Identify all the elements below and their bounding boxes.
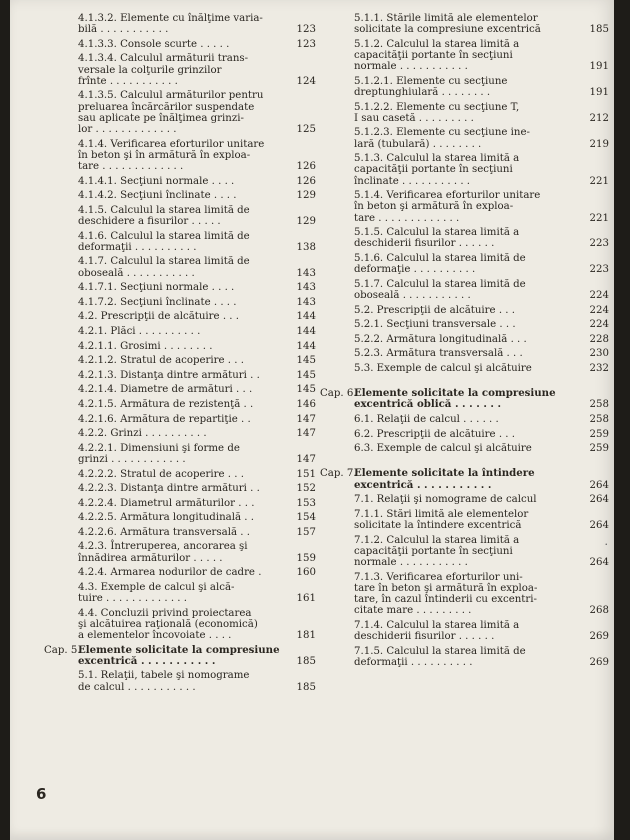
toc-entry-text: excentrică . . . . . . . . . . . xyxy=(354,478,492,491)
toc-entry-text: capacităţii portante în secţiuni xyxy=(354,50,513,61)
toc-entry xyxy=(354,319,609,330)
toc-page-number: 185 xyxy=(296,655,316,667)
toc-entry-text: frînte . . . . . . . . . . . xyxy=(78,75,178,87)
toc-entry-text: 4.2.1.1. Grosimi . . . . . . . . xyxy=(78,340,213,352)
toc-page-number: 126 xyxy=(296,161,316,172)
toc-entry-text: 4.1.4.1. Secţiuni normale . . . . xyxy=(78,175,235,187)
toc-entry-text: 7.1.5. Calculul la starea limită de xyxy=(354,645,526,657)
toc-entry-text: 4.2.2.5. Armătura longitudinală . . xyxy=(78,512,255,524)
toc-page-number: 232 xyxy=(589,362,609,374)
toc-page-number: 264 xyxy=(589,479,609,491)
toc-entry-text: 5.2.2. Armătura longitudinală . . . xyxy=(354,333,527,345)
toc-page-number: 181 xyxy=(296,630,316,642)
toc-entry xyxy=(354,414,609,425)
toc-entry-text: 7.1. Relaţii şi nomograme de calcul xyxy=(354,494,537,506)
toc-page-number: 224 xyxy=(589,289,609,301)
toc-page-number: 159 xyxy=(296,552,316,564)
toc-entry-text: de calcul . . . . . . . . . . . xyxy=(78,681,196,693)
toc-entry xyxy=(78,311,316,322)
toc-entry-text: 4.2.3. Întreruperea, ancorarea şi xyxy=(78,541,248,553)
toc-page-number: 269 xyxy=(589,630,609,642)
page-number: 6 xyxy=(36,785,47,803)
toc-entry-text: 4.2.1.2. Stratul de acoperire . . . xyxy=(78,355,244,367)
toc-entry-text: 5.2. Prescripţii de alcătuire . . . xyxy=(354,304,516,316)
toc-entry-text: 7.1.2. Calculul la starea limită a xyxy=(354,534,520,546)
toc-page-number: 230 xyxy=(589,348,609,360)
toc-entry xyxy=(78,190,316,201)
toc-entry-text: 5.1.7. Calculul la starea limită de xyxy=(354,278,526,290)
toc-entry-text: Elemente solicitate la compresiune xyxy=(354,387,556,400)
toc-entry-text: 5.2.3. Armătura transversală . . . xyxy=(354,348,523,360)
toc-entry-text: 4.1.3.4. Calculul armăturii trans- xyxy=(78,53,249,65)
toc-entry-text: 4.1.4.2. Secţiuni înclinate . . . . xyxy=(78,190,237,202)
toc-page-number: 223 xyxy=(589,264,609,276)
toc-entry-text: 4.2.2. Grinzi . . . . . . . . . . xyxy=(78,428,207,440)
toc-entry-text: normale . . . . . . . . . . . xyxy=(354,556,468,568)
toc-entry xyxy=(78,139,316,173)
toc-entry xyxy=(78,498,316,509)
toc-entry-text: tare în beton şi armătură în exploa- xyxy=(354,582,538,594)
toc-page-number: 228 xyxy=(589,333,609,345)
chapter-label: Cap. 6. xyxy=(320,388,357,400)
toc-entry xyxy=(78,13,316,35)
toc-entry-text: oboseală . . . . . . . . . . . xyxy=(78,267,195,279)
toc-entry-text: 4.2.2.2. Stratul de acoperire . . . xyxy=(78,468,244,480)
toc-page-number: 221 xyxy=(589,212,609,224)
toc-chapter xyxy=(320,387,609,411)
toc-entry xyxy=(354,646,609,668)
toc-page-number: 123 xyxy=(296,38,316,50)
toc-entry xyxy=(78,567,316,578)
toc-entry xyxy=(78,483,316,494)
toc-page-number: 223 xyxy=(589,238,609,250)
toc-entry-text: 4.2.2.4. Diametrul armăturilor . . . xyxy=(78,497,255,509)
toc-entry-text: tuire . . . . . . . . . . . . . xyxy=(78,593,188,605)
toc-page-number: 144 xyxy=(296,340,316,352)
toc-right-column xyxy=(320,13,609,671)
toc-entry-text: înclinate . . . . . . . . . . . xyxy=(354,175,471,187)
chapter-label: Cap. 5. xyxy=(44,644,81,656)
toc-page-number: 258 xyxy=(589,413,609,425)
toc-page-number: 269 xyxy=(589,656,609,668)
toc-entry xyxy=(78,326,316,337)
toc-page-number: 268 xyxy=(589,605,609,617)
toc-page-number: 147 xyxy=(296,428,316,440)
toc-page-number: 144 xyxy=(296,311,316,323)
toc-chapter xyxy=(44,643,316,667)
toc-entry-text: 5.1.2.1. Elemente cu secţiune xyxy=(354,75,508,87)
toc-entry-text: 4.1.6. Calculul la starea limită de xyxy=(78,230,250,242)
toc-entry-text: 7.1.4. Calculul la starea limită a xyxy=(354,619,520,631)
toc-entry-text: înnădirea armăturilor . . . . . xyxy=(78,552,223,564)
toc-entry-text: 4.2.1.6. Armătura de repartiţie . . xyxy=(78,413,251,425)
toc-entry-text: preluarea încărcărilor suspendate xyxy=(78,101,255,113)
toc-entry-text: lor . . . . . . . . . . . . . xyxy=(78,124,177,135)
toc-page-number: 143 xyxy=(296,267,316,279)
toc-entry xyxy=(78,341,316,352)
toc-entry xyxy=(78,582,316,604)
toc-entry xyxy=(78,527,316,538)
toc-page-number: 124 xyxy=(296,75,316,87)
toc-page-number: 129 xyxy=(296,215,316,227)
toc-entry xyxy=(354,127,609,149)
toc-page-number: 221 xyxy=(589,175,609,187)
toc-entry xyxy=(354,443,609,454)
toc-page-number: 138 xyxy=(296,241,316,253)
margin-mark: · xyxy=(604,538,608,551)
toc-entry-text: 4.1.3.5. Calculul armăturilor pentru xyxy=(78,90,264,102)
toc-entry xyxy=(78,176,316,187)
toc-entry xyxy=(354,153,609,187)
toc-page-number: 185 xyxy=(296,681,316,693)
toc-page-number: 125 xyxy=(296,124,316,135)
toc-page-number: 264 xyxy=(589,519,609,531)
toc-page-number: 157 xyxy=(296,526,316,538)
toc-entry-text: 7.1.3. Verificarea eforturilor uni- xyxy=(354,571,523,583)
toc-page-number: 258 xyxy=(589,399,609,411)
toc-entry-text: 5.1.2. Calculul la starea limită a xyxy=(354,38,520,50)
toc-entry xyxy=(354,509,609,531)
toc-page-number: 153 xyxy=(296,497,316,509)
toc-entry xyxy=(78,414,316,425)
toc-entry-text: capacităţii portante în secţiuni xyxy=(354,164,513,176)
toc-entry-text: oboseală . . . . . . . . . . . xyxy=(354,289,471,301)
toc-entry xyxy=(354,572,609,617)
toc-entry-text: 4.1.3.3. Console scurte . . . . . xyxy=(78,38,230,50)
toc-entry-text: 4.4. Concluzii privind proiectarea xyxy=(78,607,252,619)
toc-page-number: 145 xyxy=(296,384,316,396)
toc-entry-text: 4.1.3.2. Elemente cu înălţime varia- xyxy=(78,13,263,24)
toc-page-number: 224 xyxy=(589,304,609,316)
toc-entry-text: deschidere a fisurilor . . . . . xyxy=(78,215,221,227)
toc-entry-text: excentrică oblică . . . . . . . xyxy=(354,398,502,411)
toc-entry-text: 5.1.1. Stările limită ale elementelor xyxy=(354,13,538,24)
toc-page-number: 152 xyxy=(296,483,316,495)
toc-entry xyxy=(354,348,609,359)
toc-entry-text: normale . . . . . . . . . . . xyxy=(354,61,468,73)
toc-page-number: 123 xyxy=(296,24,316,36)
toc-page-number: 264 xyxy=(589,494,609,506)
toc-entry-text: solicitate la întindere excentrică xyxy=(354,519,522,531)
toc-entry xyxy=(78,512,316,523)
toc-entry xyxy=(354,39,609,73)
toc-entry xyxy=(78,256,316,278)
toc-page-number: 160 xyxy=(296,567,316,579)
toc-entry xyxy=(354,102,609,124)
toc-entry-text: 5.1.2.2. Elemente cu secţiune T, xyxy=(354,101,520,113)
toc-entry xyxy=(78,205,316,227)
toc-entry-text: 4.1.5. Calculul la starea limită de xyxy=(78,204,250,216)
toc-entry-text: dreptunghiulară . . . . . . . . xyxy=(354,87,491,98)
toc-entry xyxy=(78,370,316,381)
toc-entry-text: Elemente solicitate la compresiune xyxy=(78,643,280,656)
toc-page-number: 147 xyxy=(296,453,316,465)
toc-page-number: 145 xyxy=(296,355,316,367)
toc-entry xyxy=(78,469,316,480)
toc-entry-text: 4.2.1.4. Diametre de armături . . . xyxy=(78,384,253,396)
toc-left-column xyxy=(44,13,316,696)
toc-page-number: 143 xyxy=(296,282,316,294)
toc-entry-text: deformaţii . . . . . . . . . . xyxy=(354,656,473,668)
toc-page-number: 264 xyxy=(589,556,609,568)
toc-entry-text: 5.1.2.3. Elemente cu secţiune ine- xyxy=(354,127,530,139)
toc-entry-text: 6.1. Relaţii de calcul . . . . . . xyxy=(354,413,499,425)
toc-entry-text: 5.2.1. Secţiuni transversale . . . xyxy=(354,319,516,331)
toc-entry-text: 4.2.2.1. Dimensiuni şi forme de xyxy=(78,442,240,454)
toc-entry xyxy=(354,227,609,249)
toc-entry-text: citate mare . . . . . . . . . xyxy=(354,605,472,617)
toc-page-number: 212 xyxy=(589,112,609,124)
toc-entry-text: I sau casetă . . . . . . . . . xyxy=(354,112,474,124)
toc-entry xyxy=(354,13,609,35)
toc-entry-text: 4.2.1.5. Armătura de rezistenţă . . xyxy=(78,398,254,410)
toc-page-number: 154 xyxy=(296,512,316,524)
toc-entry-text: excentrică . . . . . . . . . . . xyxy=(78,654,216,667)
toc-entry-text: 5.1.4. Verificarea eforturilor unitare xyxy=(354,190,541,202)
toc-page-number: 126 xyxy=(296,175,316,187)
toc-page-number: 129 xyxy=(296,190,316,202)
toc-entry-text: 5.1.3. Calculul la starea limită a xyxy=(354,153,520,165)
toc-entry xyxy=(354,494,609,505)
toc-entry-text: Elemente solicitate la întindere xyxy=(354,467,535,480)
toc-entry-text: 4.2.4. Armarea nodurilor de cadre . xyxy=(78,567,262,579)
chapter-label: Cap. 7. xyxy=(320,468,357,480)
toc-entry-text: 5.1.5. Calculul la starea limită a xyxy=(354,227,520,239)
toc-entry xyxy=(354,253,609,275)
toc-entry xyxy=(78,231,316,253)
toc-page-number: 144 xyxy=(296,325,316,337)
toc-entry xyxy=(354,190,609,224)
toc-entry-text: 4.3. Exemple de calcul şi alcă- xyxy=(78,581,235,593)
toc-entry-text: deformaţii . . . . . . . . . . xyxy=(78,241,197,253)
toc-entry xyxy=(78,297,316,308)
toc-entry xyxy=(354,363,609,374)
toc-entry-text: lară (tubulară) . . . . . . . . xyxy=(354,138,482,150)
toc-entry xyxy=(78,384,316,395)
toc-entry xyxy=(78,428,316,439)
toc-entry-text: deschiderii fisurilor . . . . . . xyxy=(354,630,495,642)
toc-entry-text: bilă . . . . . . . . . . . xyxy=(78,24,169,36)
toc-entry-text: 6.3. Exemple de calcul şi alcătuire xyxy=(354,443,532,455)
toc-page-number: 224 xyxy=(589,319,609,331)
book-page xyxy=(10,0,614,840)
toc-entry xyxy=(354,76,609,98)
toc-entry-text: 4.2.2.6. Armătura transversală . . xyxy=(78,526,250,538)
toc-entry-text: deformaţie . . . . . . . . . . xyxy=(354,264,476,276)
toc-entry-text: tare . . . . . . . . . . . . . xyxy=(354,212,460,224)
toc-entry-text: a elementelor încovoiate . . . . xyxy=(78,630,232,642)
toc-page-number: 161 xyxy=(296,593,316,605)
toc-entry-text: în beton şi armătură în exploa- xyxy=(354,201,514,213)
toc-page-number: 147 xyxy=(296,413,316,425)
toc-entry-text: grinzi . . . . . . . . . . . . xyxy=(78,453,186,465)
toc-entry xyxy=(78,53,316,87)
toc-entry xyxy=(354,429,609,440)
toc-entry xyxy=(78,608,316,642)
toc-entry-text: sau aplicate pe înălţimea grinzi- xyxy=(78,112,244,124)
toc-entry xyxy=(78,541,316,563)
toc-entry xyxy=(78,90,316,135)
toc-entry-text: solicitate la compresiune excentrică xyxy=(354,24,541,36)
toc-entry-text: 4.1.7. Calculul la starea limită de xyxy=(78,256,250,268)
toc-entry-text: 4.2.2.3. Distanţa dintre armături . . xyxy=(78,483,260,495)
toc-chapter xyxy=(320,467,609,491)
toc-entry-text: 5.1. Relaţii, tabele şi nomograme xyxy=(78,670,250,682)
toc-page-number: 191 xyxy=(589,87,609,98)
toc-page-number: 143 xyxy=(296,296,316,308)
toc-entry-text: versale la colţurile grinzilor xyxy=(78,64,222,76)
toc-entry xyxy=(78,670,316,692)
toc-entry-text: 4.1.7.2. Secţiuni înclinate . . . . xyxy=(78,296,237,308)
toc-entry-text: tare . . . . . . . . . . . . . xyxy=(78,161,184,172)
toc-entry xyxy=(78,399,316,410)
toc-entry xyxy=(354,305,609,316)
toc-entry-text: capacităţii portante în secţiuni xyxy=(354,545,513,557)
toc-entry xyxy=(354,620,609,642)
toc-entry-text: 4.2. Prescripţii de alcătuire . . . xyxy=(78,311,240,323)
toc-entry xyxy=(354,334,609,345)
toc-page-number: 219 xyxy=(589,138,609,150)
toc-entry xyxy=(78,282,316,293)
toc-page-number: 259 xyxy=(589,428,609,440)
toc-page-number: 146 xyxy=(296,398,316,410)
toc-entry-text: 4.2.1.3. Distanţa dintre armături . . xyxy=(78,369,260,381)
toc-page-number: 145 xyxy=(296,369,316,381)
toc-entry-text: 4.1.7.1. Secţiuni normale . . . . xyxy=(78,282,235,294)
toc-entry xyxy=(78,355,316,366)
toc-entry-text: 7.1.1. Stări limită ale elementelor xyxy=(354,508,529,520)
toc-entry-text: deschiderii fisurilor . . . . . . xyxy=(354,238,495,250)
toc-entry-text: 4.2.1. Plăci . . . . . . . . . . xyxy=(78,325,201,337)
toc-entry-text: 6.2. Prescripţii de alcătuire . . . xyxy=(354,428,516,440)
toc-entry-text: 5.1.6. Calculul la starea limită de xyxy=(354,252,526,264)
toc-entry-text: 4.1.4. Verificarea eforturilor unitare xyxy=(78,138,265,150)
toc-entry-text: tare, în cazul întinderii cu excentri- xyxy=(354,593,537,605)
toc-entry-text: şi alcătuirea raţională (economică) xyxy=(78,618,258,630)
toc-entry xyxy=(354,535,609,569)
toc-entry xyxy=(78,443,316,465)
toc-page-number: 185 xyxy=(589,24,609,36)
toc-page-number: 151 xyxy=(296,468,316,480)
toc-entry xyxy=(354,279,609,301)
toc-entry-text: 5.3. Exemple de calcul şi alcătuire xyxy=(354,362,532,374)
toc-page-number: 259 xyxy=(589,443,609,455)
toc-page-number: 191 xyxy=(589,61,609,73)
toc-entry xyxy=(78,39,316,50)
toc-entry-text: în beton şi în armătură în exploa- xyxy=(78,149,251,161)
